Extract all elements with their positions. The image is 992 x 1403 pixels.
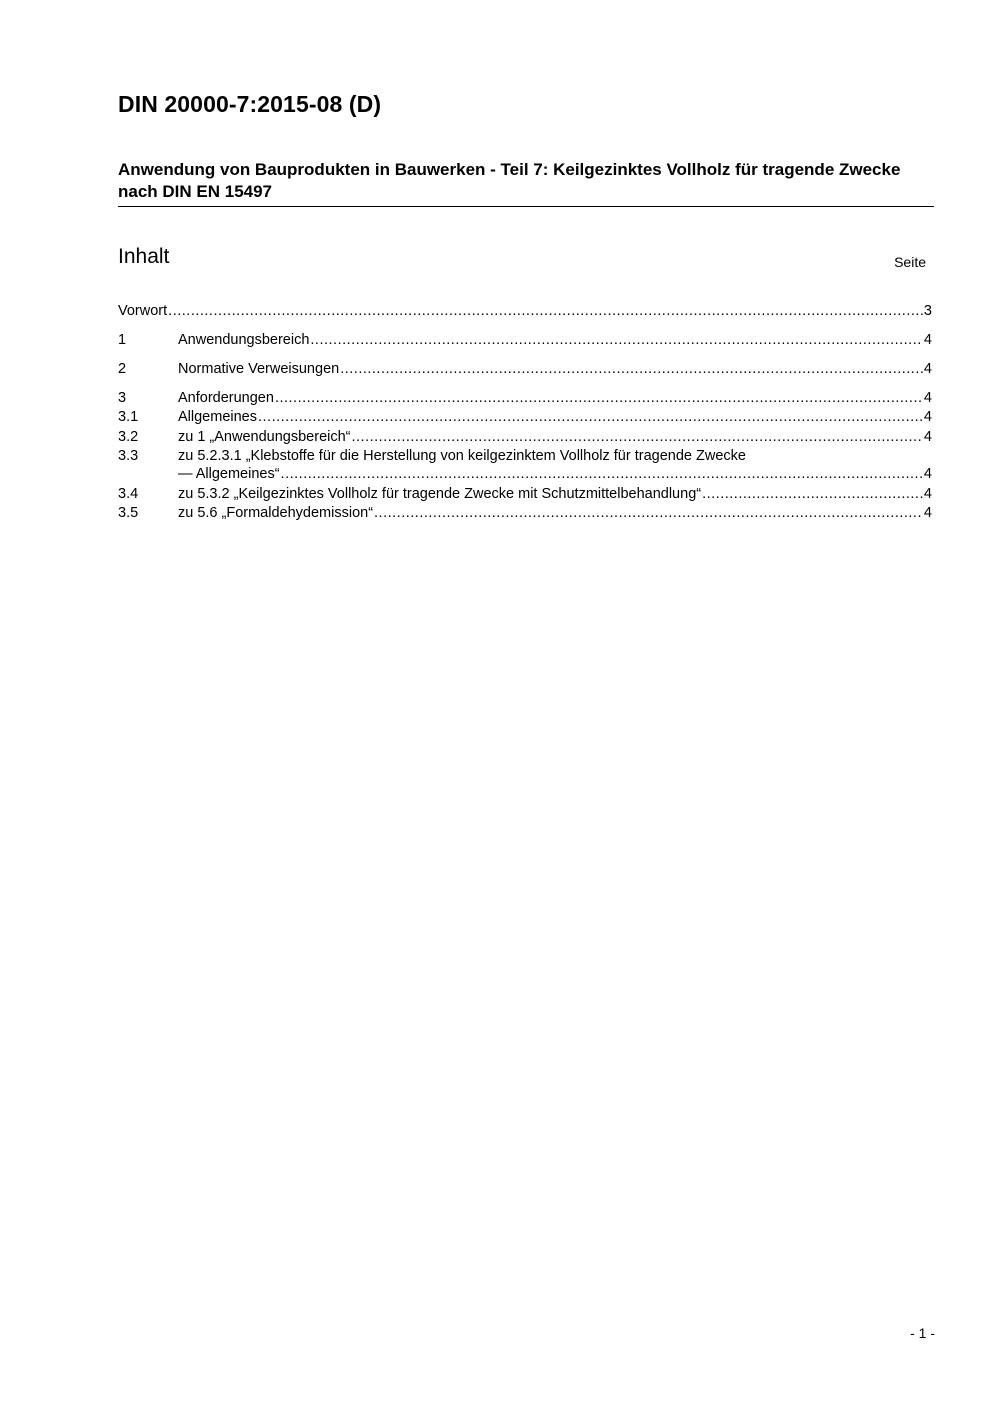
toc-leader-dots	[340, 360, 923, 378]
toc-entry-3-5[interactable]	[118, 504, 932, 522]
toc-entry-text: Allgemeines	[178, 409, 257, 425]
toc-leader-dots	[352, 428, 923, 446]
toc-entry-number: 3.4	[118, 486, 139, 502]
toc-entry-number: 1	[118, 332, 127, 348]
table-of-contents	[118, 0, 932, 1403]
toc-entry-text: zu 5.6 „Formaldehydemission“	[178, 505, 374, 521]
toc-entry-page: 3	[923, 303, 932, 319]
toc-entry-page: 4	[923, 390, 932, 406]
toc-entry-number: 3	[118, 390, 127, 406]
toc-entry-page: 4	[923, 409, 932, 425]
toc-entry-3-2[interactable]	[118, 428, 932, 446]
toc-entry-number: 3.5	[118, 505, 139, 521]
toc-entry-number: 3.3	[118, 448, 139, 464]
toc-entry-page: 4	[923, 505, 932, 521]
page-number: - 1 -	[910, 1325, 935, 1341]
toc-leader-dots	[702, 485, 923, 503]
toc-entry-number: 3.1	[118, 409, 139, 425]
toc-entry-3-4[interactable]	[118, 485, 932, 503]
toc-entry-3-3[interactable]	[118, 447, 932, 483]
toc-entry-3-1[interactable]	[118, 408, 932, 426]
toc-leader-dots	[275, 389, 923, 407]
toc-entry-text: Vorwort	[118, 303, 168, 319]
toc-entry-page: 4	[923, 486, 932, 502]
toc-entry-text: zu 1 „Anwendungsbereich“	[178, 429, 351, 445]
document-title: DIN 20000-7:2015-08 (D)	[118, 91, 382, 117]
toc-entry-text: Anforderungen	[178, 390, 274, 406]
toc-entry-page: 4	[923, 429, 932, 445]
toc-entry-number: 2	[118, 361, 127, 377]
toc-entry-text-line1: zu 5.2.3.1 „Klebstoffe für die Herstellung von keilgezinktem Vollholz für tragende Zwecke	[178, 448, 746, 464]
toc-page-column-label: Seite	[894, 254, 926, 270]
toc-leader-dots	[258, 408, 923, 426]
toc-leader-dots	[281, 465, 923, 483]
toc-leader-dots	[374, 504, 923, 522]
toc-entry-2[interactable]	[118, 360, 932, 378]
toc-entry-1[interactable]	[118, 331, 932, 349]
document-subtitle: Anwendung von Bauprodukten in Bauwerken - Teil 7: Keilgezinktes Vollholz für tragende Zwecke nach DIN EN 15497	[118, 160, 901, 201]
toc-entry-number: 3.2	[118, 429, 139, 445]
toc-entry-page: 4	[923, 361, 932, 377]
toc-entry-3[interactable]	[118, 389, 932, 407]
toc-leader-dots	[310, 331, 923, 349]
toc-entry-page: 4	[923, 466, 932, 482]
toc-entry-text: Anwendungsbereich	[178, 332, 310, 348]
toc-leader-dots	[168, 302, 923, 320]
toc-heading: Inhalt	[118, 245, 170, 268]
toc-entry-text: zu 5.3.2 „Keilgezinktes Vollholz für tragende Zwecke mit Schutzmittelbehandlung“	[178, 486, 702, 502]
toc-entry-text: Normative Verweisungen	[178, 361, 340, 377]
toc-entry-text-line2: — Allgemeines“	[178, 466, 280, 482]
toc-entry-vorwort[interactable]	[118, 302, 932, 320]
toc-entry-page: 4	[923, 332, 932, 348]
